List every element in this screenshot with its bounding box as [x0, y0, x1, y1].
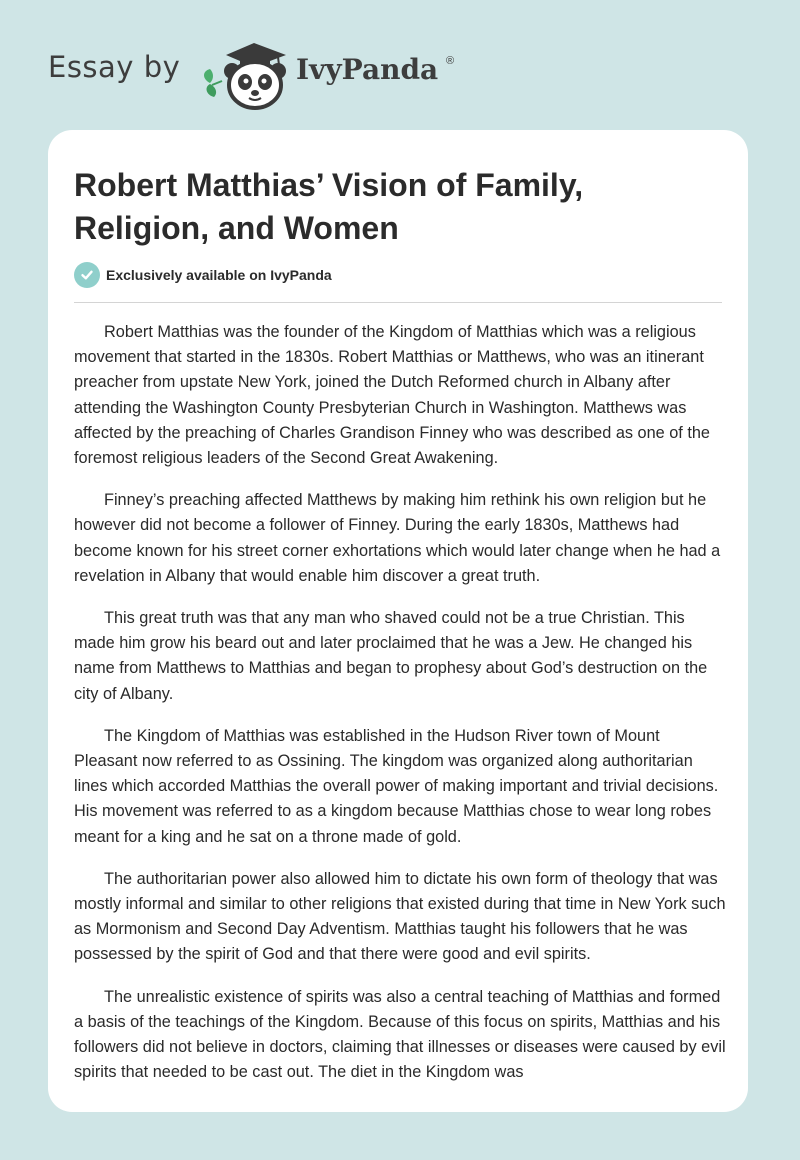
checkmark-icon: [74, 262, 100, 288]
exclusive-label: Exclusively available on IvyPanda: [106, 267, 332, 283]
ivy-leaf-icon: [204, 69, 222, 97]
site-header: [0, 0, 800, 130]
registered-mark: ®: [446, 55, 455, 67]
paragraph: Robert Matthias was the founder of the Kingdom of Matthias which was a religious movement that started in the 1830s. Robert Matthias or Matthews, who was an itinerant preacher from upstate New York, joined the Dutch Reformed church in Albany after attending the Washington County Presbyterian Church in Washington. Matthews was affected by the preaching of Charles Grandison Finney who was described as one of the foremost religious leaders of the Second Great Awakening.: [74, 323, 710, 468]
panda-logo-icon[interactable]: [200, 35, 296, 111]
paragraph: The authoritarian power also allowed him to dictate his own form of theology that was mostly informal and similar to other religions that existed during that time in New York such as Mormonism and Second Day Adventism. Matthias taught his followers that he was possessed by the spirit of God and that there were good and evil spirits.: [74, 869, 726, 964]
brand-name[interactable]: IvyPanda: [296, 53, 439, 86]
essay-card: [48, 130, 748, 1112]
paragraph: The unrealistic existence of spirits was also a central teaching of Matthias and formed a basis of the teachings of the Kingdom. Because of this focus on spirits, Matthias and his followers did not believe in doctors, claiming that illnesses or diseases were caused by evil spirits that needed to be cast out. The diet in the Kingdom was: [74, 987, 726, 1082]
essay-by-label: Essay by: [48, 50, 181, 84]
paragraph: The Kingdom of Matthias was established in the Hudson River town of Mount Pleasant now referred to as Ossining. The kingdom was organized along authoritarian lines which accorded Matthias the overall power of making important and trivial decisions. His movement was referred to as a kingdom because Matthias chose to wear long robes meant for a king and he sat on a throne made of gold.: [74, 726, 719, 846]
divider: [74, 302, 722, 303]
essay-body: [74, 320, 726, 1102]
essay-title: Robert Matthias’ Vision of Family, Religion, and Women: [74, 167, 584, 246]
exclusive-badge: [74, 262, 332, 288]
paragraph: This great truth was that any man who shaved could not be a true Christian. This made him grow his beard out and later proclaimed that he was a Jew. He changed his name from Matthews to Matthias and began to prophesy about God’s destruction on the city of Albany.: [74, 609, 708, 703]
paragraph: Finney’s preaching affected Matthews by making him rethink his own religion but he however did not become a follower of Finney. During the early 1830s, Matthews had become known for his street corner exhortations which would later change when he had a revelation in Albany that would enable him discover a great truth.: [74, 491, 721, 585]
